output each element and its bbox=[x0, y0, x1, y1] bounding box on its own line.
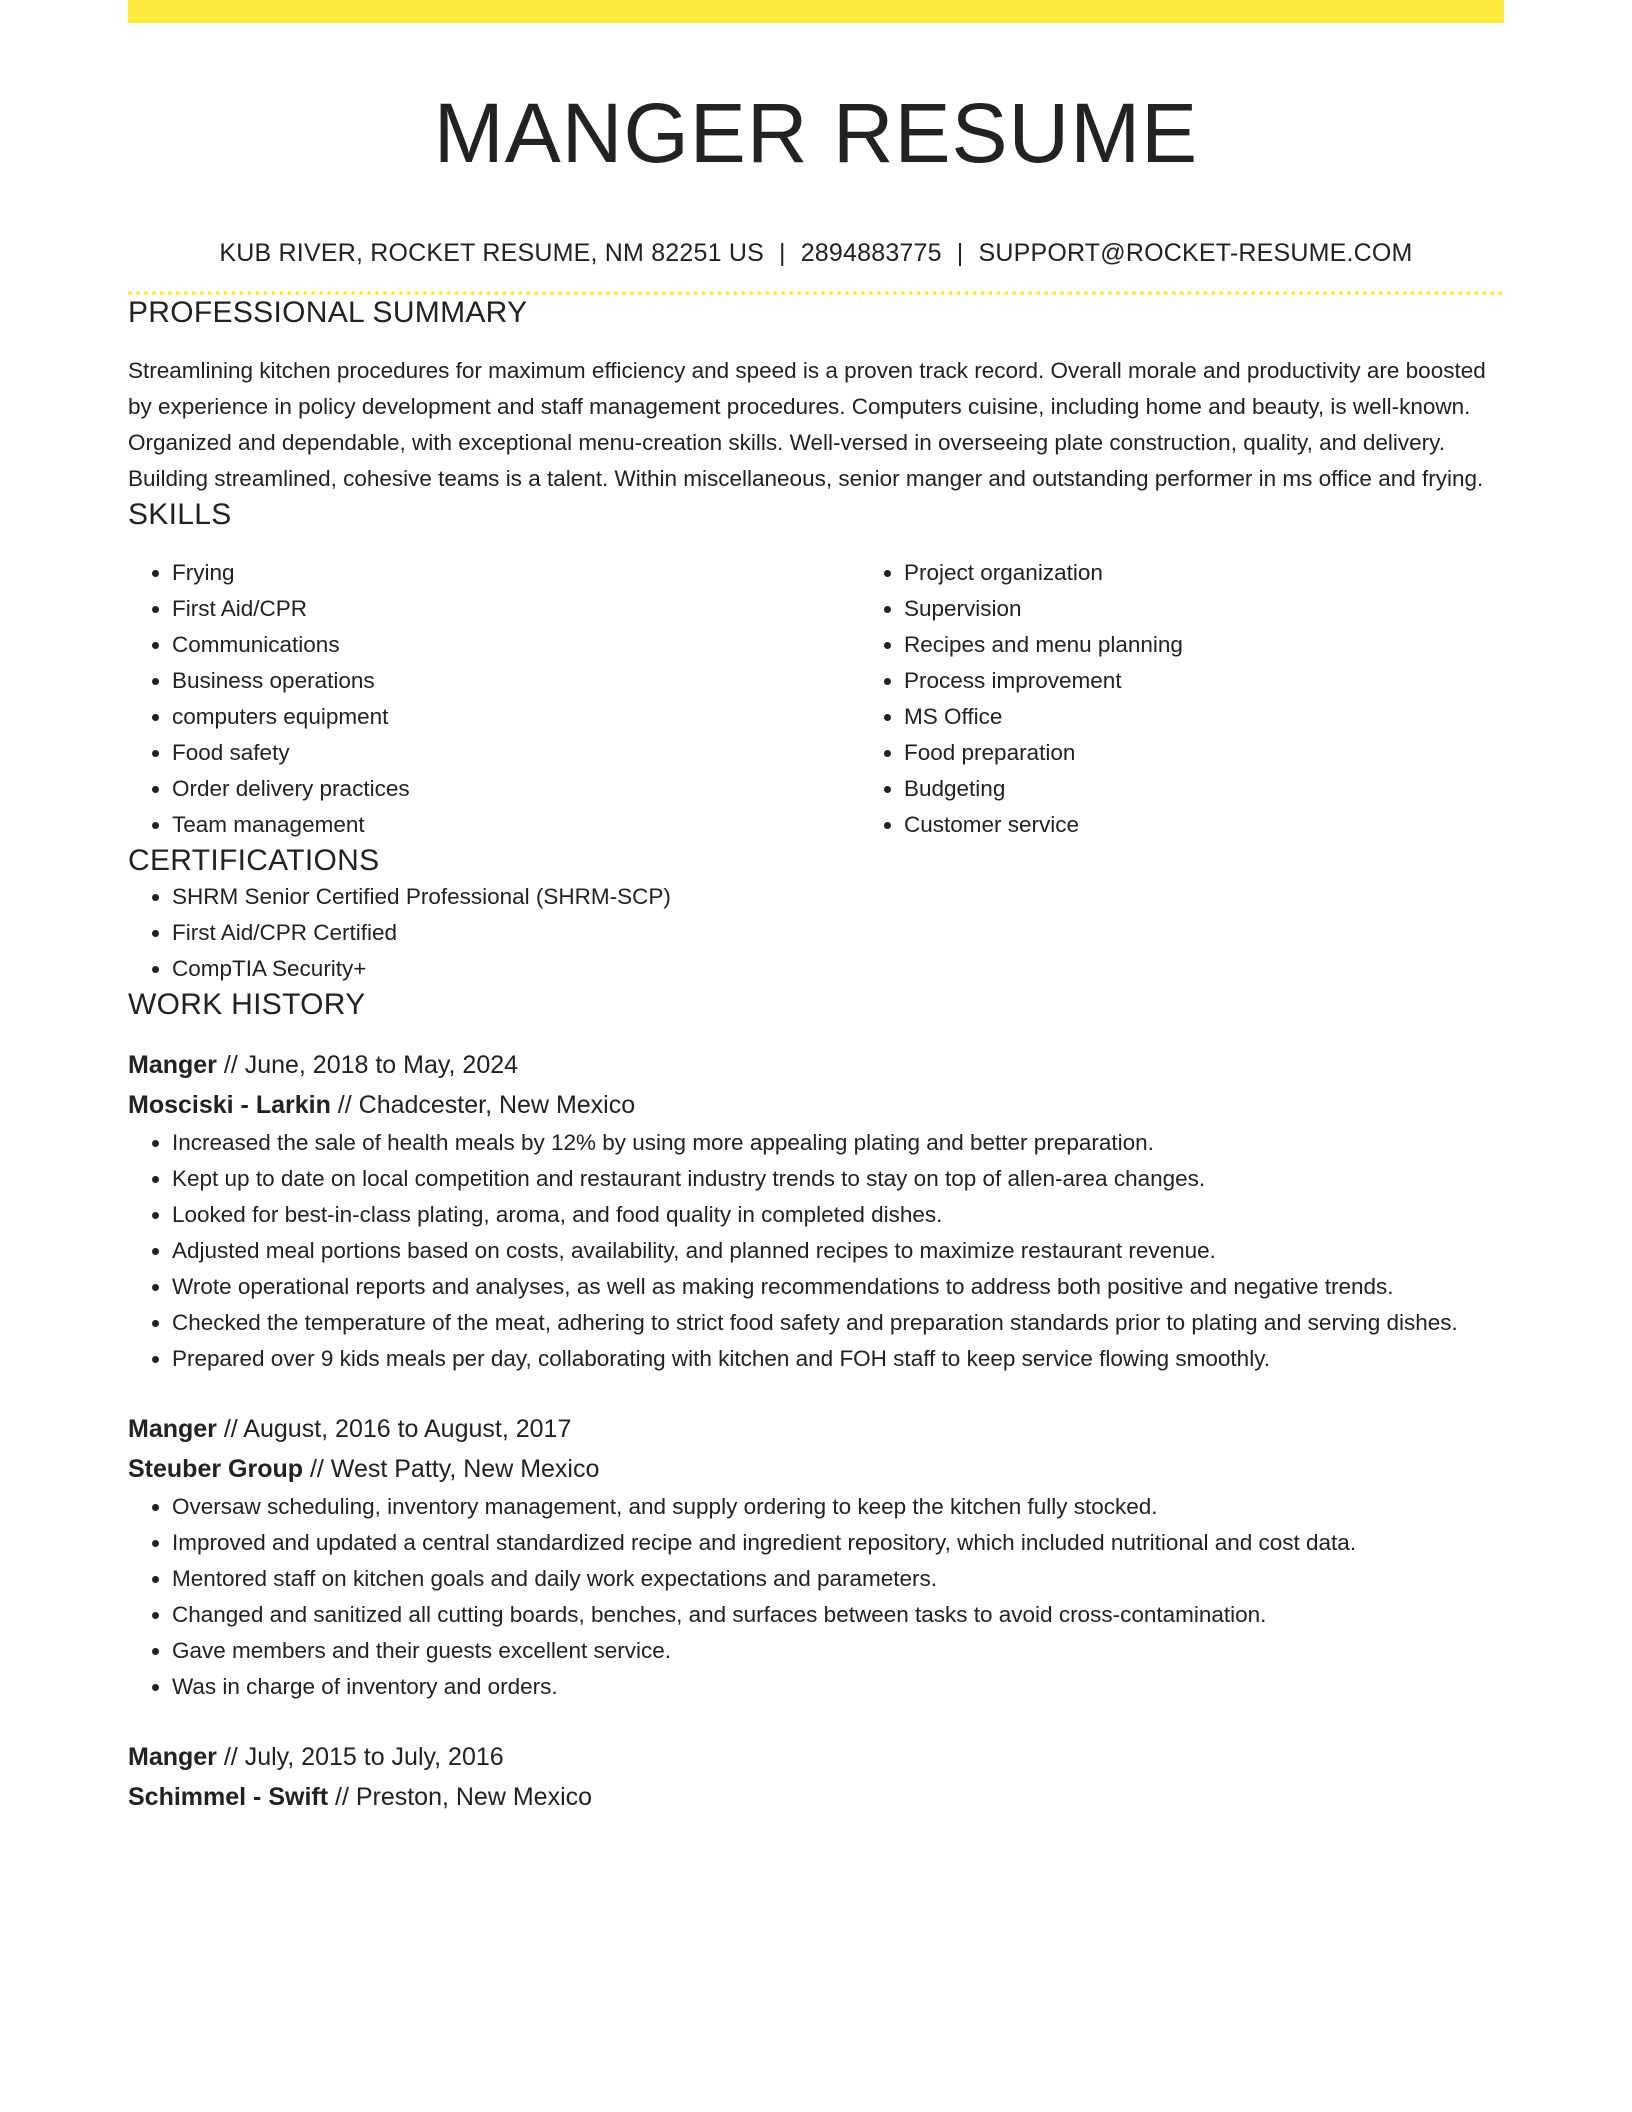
certifications-list bbox=[128, 879, 1504, 987]
skills-list-right bbox=[860, 555, 1592, 843]
job-bullet: • Checked the temperature of the meat, adhering to strict food safety and preparation standards prior to plating and serving dishes. bbox=[172, 1305, 1504, 1341]
job-role: Manger bbox=[128, 1743, 217, 1771]
job-bullet: • Improved and updated a central standardized recipe and ingredient repository, which included nutritional and cost data. bbox=[172, 1525, 1504, 1561]
job-bullet-list bbox=[128, 1489, 1504, 1705]
skill-item: • Supervision bbox=[904, 591, 1592, 627]
work-history-heading: WORK HISTORY bbox=[128, 988, 366, 1021]
skill-item: • Budgeting bbox=[904, 771, 1592, 807]
contact-phone: 2894883775 bbox=[800, 239, 942, 267]
job-bullet: • Changed and sanitized all cutting boards, benches, and surfaces between tasks to avoid cross-contamination. bbox=[172, 1597, 1504, 1633]
contact-line bbox=[128, 237, 1504, 269]
contact-separator: | bbox=[956, 239, 964, 267]
job-title-line bbox=[128, 1045, 1504, 1085]
job-company-line bbox=[128, 1449, 1504, 1489]
resume-page bbox=[128, 0, 1504, 1817]
job-title-line bbox=[128, 1737, 1504, 1777]
job-dates: // June, 2018 to May, 2024 bbox=[216, 1051, 519, 1079]
job-bullet: • Kept up to date on local competition and restaurant industry trends to stay on top of allen-area changes. bbox=[172, 1161, 1504, 1197]
contact-address: KUB RIVER, ROCKET RESUME, NM 82251 US bbox=[219, 239, 764, 267]
contact-email: SUPPORT@ROCKET-RESUME.COM bbox=[978, 239, 1413, 267]
skill-item: • Project organization bbox=[904, 555, 1592, 591]
top-accent-bar bbox=[128, 0, 1504, 23]
skill-item: • Recipes and menu planning bbox=[904, 627, 1592, 663]
contact-separator: | bbox=[779, 239, 786, 267]
job-bullet: • Prepared over 9 kids meals per day, collaborating with kitchen and FOH staff to keep service flowing smoothly. bbox=[172, 1341, 1504, 1377]
job-bullet: • Looked for best-in-class plating, aroma, and food quality in completed dishes. bbox=[172, 1197, 1504, 1233]
summary-heading: PROFESSIONAL SUMMARY bbox=[128, 296, 528, 329]
skill-item: • Customer service bbox=[904, 807, 1592, 843]
skill-item: • MS Office bbox=[904, 699, 1592, 735]
job-bullet: • Wrote operational reports and analyses, as well as making recommendations to address both positive and negative trends. bbox=[172, 1269, 1504, 1305]
certifications-heading: CERTIFICATIONS bbox=[128, 844, 380, 877]
skill-item: • Communications bbox=[172, 627, 860, 663]
job-entry bbox=[128, 1737, 1504, 1817]
skill-item: • computers equipment bbox=[172, 699, 860, 735]
job-location: // West Patty, New Mexico bbox=[303, 1455, 600, 1483]
job-role: Manger bbox=[128, 1415, 217, 1443]
job-company-line bbox=[128, 1777, 1504, 1817]
job-location: // Preston, New Mexico bbox=[328, 1783, 593, 1811]
job-entry bbox=[128, 1045, 1504, 1377]
certification-item: • SHRM Senior Certified Professional (SHRM-SCP) bbox=[172, 879, 1504, 915]
job-bullet: • Increased the sale of health meals by 12% by using more appealing plating and better preparation. bbox=[172, 1125, 1504, 1161]
job-role: Manger bbox=[128, 1051, 217, 1079]
job-bullet: • Was in charge of inventory and orders. bbox=[172, 1669, 1504, 1705]
job-dates: // July, 2015 to July, 2016 bbox=[216, 1743, 504, 1771]
job-bullet: • Gave members and their guests excellent service. bbox=[172, 1633, 1504, 1669]
skill-item: • Food safety bbox=[172, 735, 860, 771]
skill-item: • Business operations bbox=[172, 663, 860, 699]
job-company: Steuber Group bbox=[128, 1455, 304, 1483]
skill-item: • Frying bbox=[172, 555, 860, 591]
skills-columns bbox=[128, 555, 1504, 843]
job-location: // Chadcester, New Mexico bbox=[330, 1091, 636, 1119]
summary-paragraph: Streamlining kitchen procedures for maximum efficiency and speed is a proven track record. Overall morale and productivity are boosted by experience in policy development and staff management procedures. Computers cuisine, including home and beauty, is well-known. Organized and dependable, with exceptional menu-creation skills. Well-versed in overseeing plate construction, quality, and delivery. Building streamlined, cohesive teams is a talent. Within miscellaneous, senior manger and outstanding performer in ms office and frying. bbox=[128, 358, 1486, 491]
skill-item: • First Aid/CPR bbox=[172, 591, 860, 627]
job-title-line bbox=[128, 1409, 1504, 1449]
skill-item: • Process improvement bbox=[904, 663, 1592, 699]
skills-heading: SKILLS bbox=[128, 498, 232, 531]
job-bullet: • Oversaw scheduling, inventory management, and supply ordering to keep the kitchen fully stocked. bbox=[172, 1489, 1504, 1525]
certification-item: • First Aid/CPR Certified bbox=[172, 915, 1504, 951]
resume-title: MANGER RESUME bbox=[433, 86, 1199, 180]
work-history-list bbox=[128, 1045, 1504, 1817]
job-company: Schimmel - Swift bbox=[128, 1783, 329, 1811]
job-company: Mosciski - Larkin bbox=[128, 1091, 331, 1119]
skill-item: • Food preparation bbox=[904, 735, 1592, 771]
skill-item: • Team management bbox=[172, 807, 860, 843]
job-dates: // August, 2016 to August, 2017 bbox=[216, 1415, 572, 1443]
job-company-line bbox=[128, 1085, 1504, 1125]
job-bullet: • Adjusted meal portions based on costs, availability, and planned recipes to maximize restaurant revenue. bbox=[172, 1233, 1504, 1269]
certification-item: • CompTIA Security+ bbox=[172, 951, 1504, 987]
job-entry bbox=[128, 1409, 1504, 1705]
skill-item: • Order delivery practices bbox=[172, 771, 860, 807]
job-bullet-list bbox=[128, 1125, 1504, 1377]
job-bullet: • Mentored staff on kitchen goals and daily work expectations and parameters. bbox=[172, 1561, 1504, 1597]
skills-list-left bbox=[128, 555, 860, 843]
